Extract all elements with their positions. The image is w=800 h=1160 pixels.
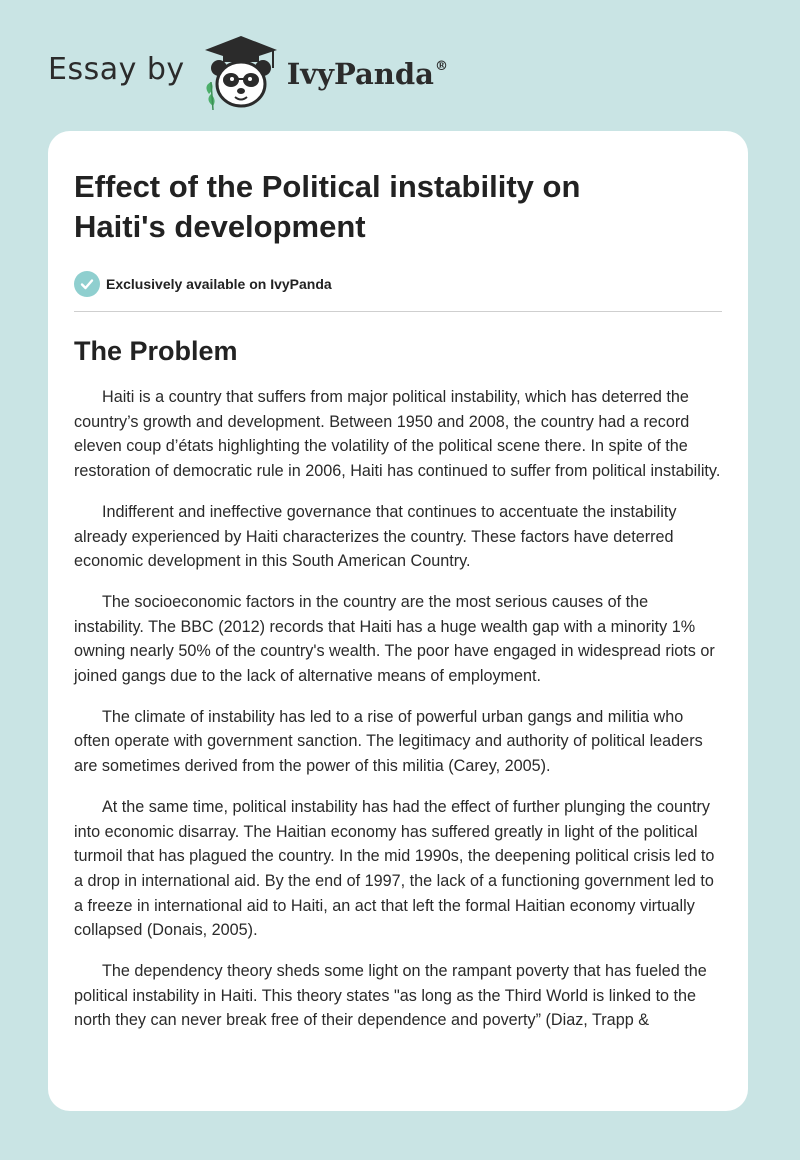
paragraph: Haiti is a country that suffers from major political instability, which has deterred the country’s growth and development. Between 1950 and 2008, the country had a record eleven coup d’états highlighting the volatility of the political scene there. In spite of the restoration of democratic rule in 2006, Haiti has continued to suffer from political instability. [74,388,721,481]
essay-by-label: Essay by [48,51,185,87]
paragraph: The dependency theory sheds some light on the rampant poverty that has fueled the political instability in Haiti. This theory states "as long as the Third World is linked to the north they can never break free of their dependence and poverty” (Diaz, Trapp & [74,962,707,1030]
paragraph: The socioeconomic factors in the country are the most serious causes of the instability. The BBC (2012) records that Haiti has a huge wealth gap with a minority 1% owning nearly 50% of the country's wealth. The poor have engaged in widespread riots or joined gangs due to the lack of alternative means of employment. [74,592,715,686]
paragraph: The climate of instability has led to a rise of powerful urban gangs and militia who often operate with government sanction. The legitimacy and authority of political leaders are sometimes derived from the power of this militia (Carey, 2005). [74,707,703,776]
registered-mark: ® [434,59,448,74]
exclusive-badge [74,271,722,312]
check-icon [74,271,100,297]
essay-card [48,131,748,1111]
paragraph: At the same time, political instability has had the effect of further plunging the country into economic disarray. The Haitian economy has suffered greatly in light of the political turmoil that has plagued the country. In the mid 1990s, the deepening political crisis led to a drop in international aid. By the end of 1997, the lack of a functioning government led to a freeze in international aid to Haiti, an act that left the formal Haitian economy virtually collapsed (Donais, 2005). [74,797,715,940]
brand-name[interactable]: IvyPanda® [286,57,448,91]
site-header [48,34,448,114]
panda-logo-icon[interactable] [201,34,281,114]
essay-title: Effect of the Political instability on Haiti's development [74,169,581,244]
exclusive-badge-label: Exclusively available on IvyPanda [106,276,332,292]
section-heading: The Problem [74,336,238,366]
paragraph: Indifferent and ineffective governance that continues to accentuate the instability already experienced by Haiti characterizes the country. These factors have deterred economic development in this South American Country. [74,502,677,571]
